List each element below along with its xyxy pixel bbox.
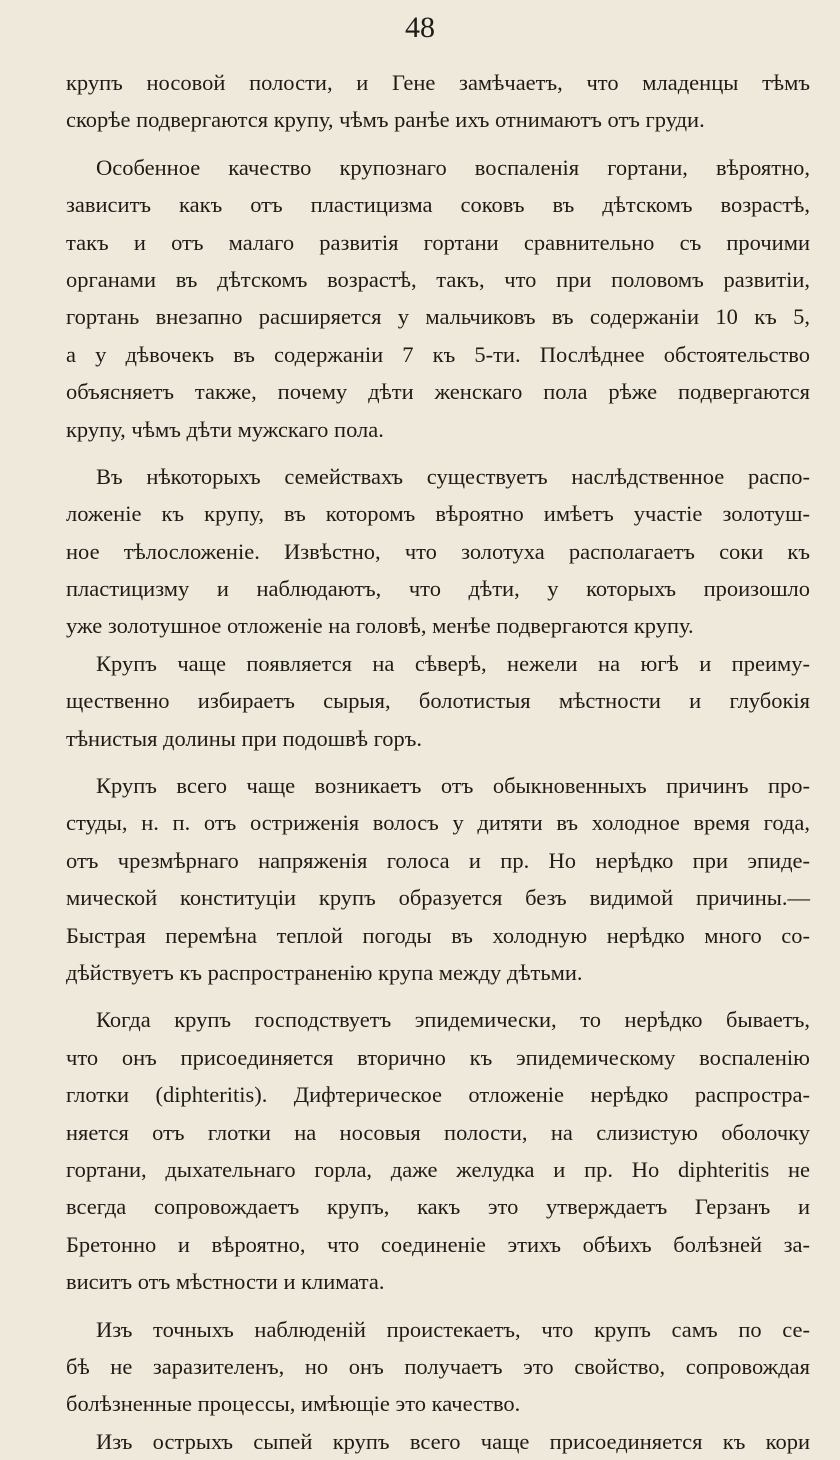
- text-line: гортань внезапно расширяется у мальчиковъ въ содержаніи 10 къ 5,: [66, 304, 810, 330]
- text-line: пластицизму и наблюдаютъ, что дѣти, у которыхъ произошло: [66, 576, 810, 602]
- text-line: тѣнистыя долины при подошвѣ горъ.: [66, 725, 423, 751]
- body-text: [66, 64, 810, 1460]
- paragraph: [66, 458, 810, 645]
- text-line: няется отъ глотки на носовыя полости, на слизистую оболочку: [66, 1119, 810, 1145]
- text-line: мической конституціи крупъ образуется безъ видимой причины.—: [66, 885, 810, 911]
- text-line: крупу, чѣмъ дѣти мужскаго пола.: [66, 416, 384, 442]
- text-line: Въ нѣкоторыхъ семействахъ существуетъ наслѣдственное распо-: [96, 463, 810, 489]
- text-line: щественно избираетъ сырыя, болотистыя мѣстности и глубокія: [66, 688, 810, 714]
- paragraph: [66, 1423, 810, 1460]
- text-line: скорѣе подвергаются крупу, чѣмъ ранѣе ихъ отнимаютъ отъ груди.: [66, 107, 705, 133]
- paragraph: [66, 1311, 810, 1423]
- paragraph: [66, 767, 810, 991]
- text-line: уже золотушное отложеніе на головѣ, менѣе подвергаются крупу.: [66, 613, 694, 639]
- text-line: отъ чрезмѣрнаго напряженія голоса и пр. Но нерѣдко при эпиде-: [66, 847, 810, 873]
- text-line: бѣ не заразителенъ, но онъ получаетъ это свойство, сопровождая: [66, 1353, 810, 1379]
- text-line: Крупъ чаще появляется на сѣверѣ, нежели на югѣ и преиму-: [96, 650, 810, 676]
- text-line: Особенное качество крупознаго воспаленія гортани, вѣроятно,: [96, 154, 810, 180]
- text-line: такъ и отъ малаго развитія гортани сравнительно съ прочими: [66, 229, 810, 255]
- text-line: виситъ отъ мѣстности и климата.: [66, 1269, 385, 1295]
- text-line: что онъ присоединяется вторично къ эпидемическому воспаленію: [66, 1044, 810, 1070]
- text-line: гортани, дыхательнаго горла, даже желудка и пр. Но diphteritis не: [66, 1156, 810, 1182]
- text-line: ное тѣлосложеніе. Извѣстно, что золотуха располагаетъ соки къ: [66, 538, 810, 564]
- paragraph: [66, 1001, 810, 1300]
- text-line: а у дѣвочекъ въ содержаніи 7 къ 5-ти. Послѣднее обстоятельство: [66, 341, 810, 367]
- text-line: Бретонно и вѣроятно, что соединеніе этихъ обѣихъ болѣзней за-: [66, 1231, 810, 1257]
- page-number: 48: [405, 11, 435, 44]
- text-line: студы, н. п. отъ остриженія волосъ у дитяти въ холодное время года,: [66, 810, 810, 836]
- paragraph: [66, 64, 810, 139]
- text-line: Крупъ всего чаще возникаетъ отъ обыкновенныхъ причинъ про-: [96, 773, 810, 799]
- text-line: Быстрая перемѣна теплой погоды въ холодную нерѣдко много со-: [66, 922, 810, 948]
- text-line: зависитъ какъ отъ пластицизма соковъ въ дѣтскомъ возрастѣ,: [66, 192, 810, 218]
- text-line: органами въ дѣтскомъ возрастѣ, такъ, что при половомъ развитіи,: [66, 266, 810, 292]
- text-line: ложеніе къ крупу, въ которомъ вѣроятно имѣетъ участіе золотуш-: [66, 501, 810, 527]
- text-line: Изъ точныхъ наблюденій проистекаетъ, что крупъ самъ по се-: [96, 1316, 810, 1342]
- text-line: Изъ острыхъ сыпей крупъ всего чаще присоединяется къ кори: [96, 1428, 810, 1454]
- text-line: объясняетъ также, почему дѣти женскаго пола рѣже подвергаются: [66, 379, 810, 405]
- text-line: крупъ носовой полости, и Гене замѣчаетъ, что младенцы тѣмъ: [66, 70, 810, 95]
- text-line: болѣзненные процессы, имѣющіе это качество.: [66, 1391, 521, 1417]
- paragraph: [66, 645, 810, 757]
- text-line: Когда крупъ господствуетъ эпидемически, то нерѣдко бываетъ,: [96, 1007, 810, 1033]
- text-line: дѣйствуетъ къ распространенію крупа между дѣтьми.: [66, 959, 583, 985]
- paragraph: [66, 149, 810, 448]
- text-line: глотки (diphteritis). Дифтерическое отложеніе нерѣдко распростра-: [66, 1082, 810, 1108]
- text-line: всегда сопровождаетъ крупъ, какъ это утверждаетъ Герзанъ и: [66, 1194, 810, 1220]
